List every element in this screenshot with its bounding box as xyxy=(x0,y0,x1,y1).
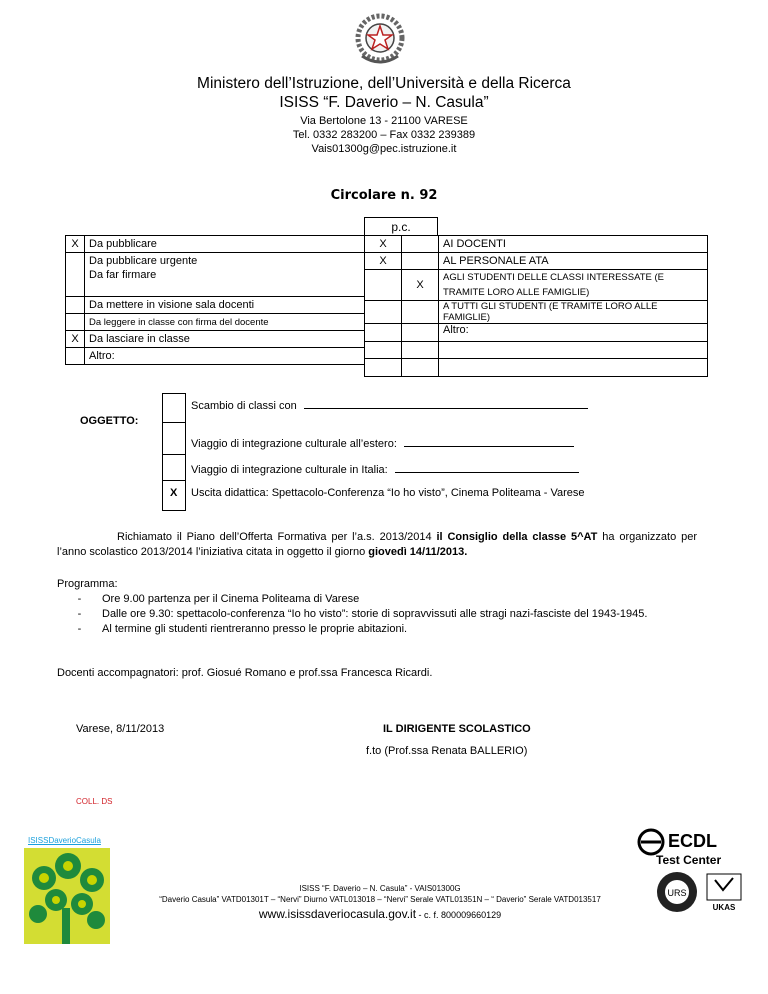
oggetto-item-label: Scambio di classi con xyxy=(191,400,297,412)
intro-text: Richiamato il Piano dell’Offerta Formativa per l’a.s. 2013/2014 xyxy=(117,531,437,543)
intro-bold-date: giovedì 14/11/2013. xyxy=(368,546,468,558)
test-center-label: Test Center xyxy=(656,853,722,867)
recipient-mark[interactable] xyxy=(402,301,439,324)
left-option-row xyxy=(66,236,365,253)
programma-list xyxy=(57,592,697,637)
intro-paragraph xyxy=(57,530,697,560)
school-email: Vais01300g@pec.istruzione.it xyxy=(311,143,457,155)
svg-text:URS: URS xyxy=(667,888,687,898)
intro-text-2: ha organizzato per l’anno scolastico 2013/2014 l’iniziativa citata in oggetto il giorno xyxy=(57,531,697,558)
right-option-row xyxy=(365,301,708,324)
option-label: Da leggere in classe con firma del docente xyxy=(85,314,365,331)
option-mark[interactable] xyxy=(66,348,85,365)
option-mark[interactable] xyxy=(66,314,85,331)
option-mark[interactable] xyxy=(66,269,85,297)
recipient-mark[interactable]: X xyxy=(365,253,402,270)
fiscal-code: - c. f. 800009660129 xyxy=(416,910,502,920)
right-option-row xyxy=(365,236,708,253)
school-phone: Tel. 0332 283200 – Fax 0332 239389 xyxy=(292,129,476,141)
pc-label: p.c. xyxy=(364,217,438,236)
right-option-row xyxy=(365,270,708,301)
oggetto-item-4: Uscita didattica: Spettacolo-Conferenza “Io ho visto”, Cinema Politeama - Varese xyxy=(191,487,585,499)
circular-title: Circolare n. 92 xyxy=(330,188,438,203)
signature-name: f.to (Prof.ssa Renata BALLERIO) xyxy=(366,745,528,757)
left-option-row xyxy=(66,348,365,365)
footer-line-2: “Daverio Casula” VATD01301T – “Nervi” Diurno VATL013018 – “Nervi” Serale VATL01351N – “ Daverio” Serale VATD013517 xyxy=(159,895,601,904)
programma-label: Programma: xyxy=(57,578,118,590)
intro-bold-class: il Consiglio della classe 5^AT xyxy=(436,531,598,543)
left-option-row xyxy=(66,297,365,314)
option-mark[interactable]: X xyxy=(66,331,85,348)
programma-item: - Ore 9.00 partenza per il Cinema Politeama di Varese xyxy=(77,593,360,605)
left-option-row xyxy=(66,314,365,331)
oggetto-item-2 xyxy=(191,438,574,450)
right-option-row xyxy=(365,253,708,270)
distribution-options-table xyxy=(65,235,365,365)
option-mark[interactable] xyxy=(66,297,85,314)
right-option-row xyxy=(365,342,708,359)
programma-item: - Al termine gli studenti rientreranno presso le proprie abitazioni. xyxy=(77,623,408,635)
coll-ds: COLL. DS xyxy=(76,797,113,806)
option-mark[interactable] xyxy=(66,253,85,270)
oggetto-item-3 xyxy=(191,464,579,476)
republic-emblem-icon xyxy=(350,10,410,70)
recipient-mark[interactable]: X xyxy=(402,270,439,301)
svg-text:UKAS: UKAS xyxy=(712,903,736,912)
oggetto-item-4-mark[interactable]: X xyxy=(170,487,178,499)
school-address: Via Bertolone 13 - 21100 VARESE xyxy=(300,115,468,127)
certification-badges-icon xyxy=(655,870,745,918)
option-mark[interactable]: X xyxy=(66,236,85,253)
right-option-row xyxy=(365,324,708,342)
place-date: Varese, 8/11/2013 xyxy=(76,723,165,735)
fill-line[interactable] xyxy=(304,408,588,409)
ecdl-logo-icon xyxy=(637,828,665,856)
recipient-label: Altro: xyxy=(439,324,708,342)
ecdl-label: ECDL xyxy=(668,831,717,851)
option-label: Da far firmare xyxy=(85,269,365,297)
programma-item: - Dalle ore 9.30: spettacolo-conferenza “Io ho visto”: storie di sopravvissuti alle stragi nazi-fasciste del 1943-1945. xyxy=(77,608,648,620)
left-option-row xyxy=(66,253,365,270)
oggetto-label: OGGETTO: xyxy=(80,415,139,427)
website-link[interactable]: www.isissdaveriocasula.gov.it xyxy=(258,907,417,921)
option-label: Da mettere in visione sala docenti xyxy=(85,297,365,314)
docenti-accompagnatori: Docenti accompagnatori: prof. Giosué Romano e prof.ssa Francesca Ricardi. xyxy=(57,667,433,679)
recipient-label: AI DOCENTI xyxy=(439,236,708,253)
school-name: ISISS “F. Daverio – N. Casula” xyxy=(279,94,489,111)
ministry-title: Ministero dell’Istruzione, dell’Università e della Ricerca xyxy=(197,75,571,92)
option-label: Da pubblicare xyxy=(85,236,365,253)
recipient-label: AL PERSONALE ATA xyxy=(439,253,708,270)
option-label: Da lasciare in classe xyxy=(85,331,365,348)
oggetto-item-label: Viaggio di integrazione culturale all’estero: xyxy=(191,438,397,450)
recipient-mark[interactable] xyxy=(402,324,439,342)
recipients-table xyxy=(364,235,708,377)
oggetto-item-label: Viaggio di integrazione culturale in Italia: xyxy=(191,464,388,476)
footer-line-3 xyxy=(80,907,680,921)
signature-role: IL DIRIGENTE SCOLASTICO xyxy=(383,723,531,735)
school-logo-text[interactable]: ISISSDaverioCasula xyxy=(28,836,101,845)
recipient-mark[interactable]: X xyxy=(365,236,402,253)
recipient-label: A TUTTI GLI STUDENTI (E TRAMITE LORO ALLE FAMIGLIE) xyxy=(439,301,708,324)
recipient-label: AGLI STUDENTI DELLE CLASSI INTERESSATE (E TRAMITE LORO ALLE FAMIGLIE) xyxy=(439,270,708,301)
fill-line[interactable] xyxy=(404,446,574,447)
footer-line-1: ISISS “F. Daverio – N. Casula” - VAIS01300G xyxy=(299,884,461,893)
option-label: Da pubblicare urgente xyxy=(85,253,365,270)
right-option-row xyxy=(365,359,708,377)
fill-line[interactable] xyxy=(395,472,579,473)
left-option-row xyxy=(66,331,365,348)
left-option-row xyxy=(66,269,365,297)
option-label: Altro: xyxy=(85,348,365,365)
oggetto-item-1 xyxy=(191,400,588,412)
